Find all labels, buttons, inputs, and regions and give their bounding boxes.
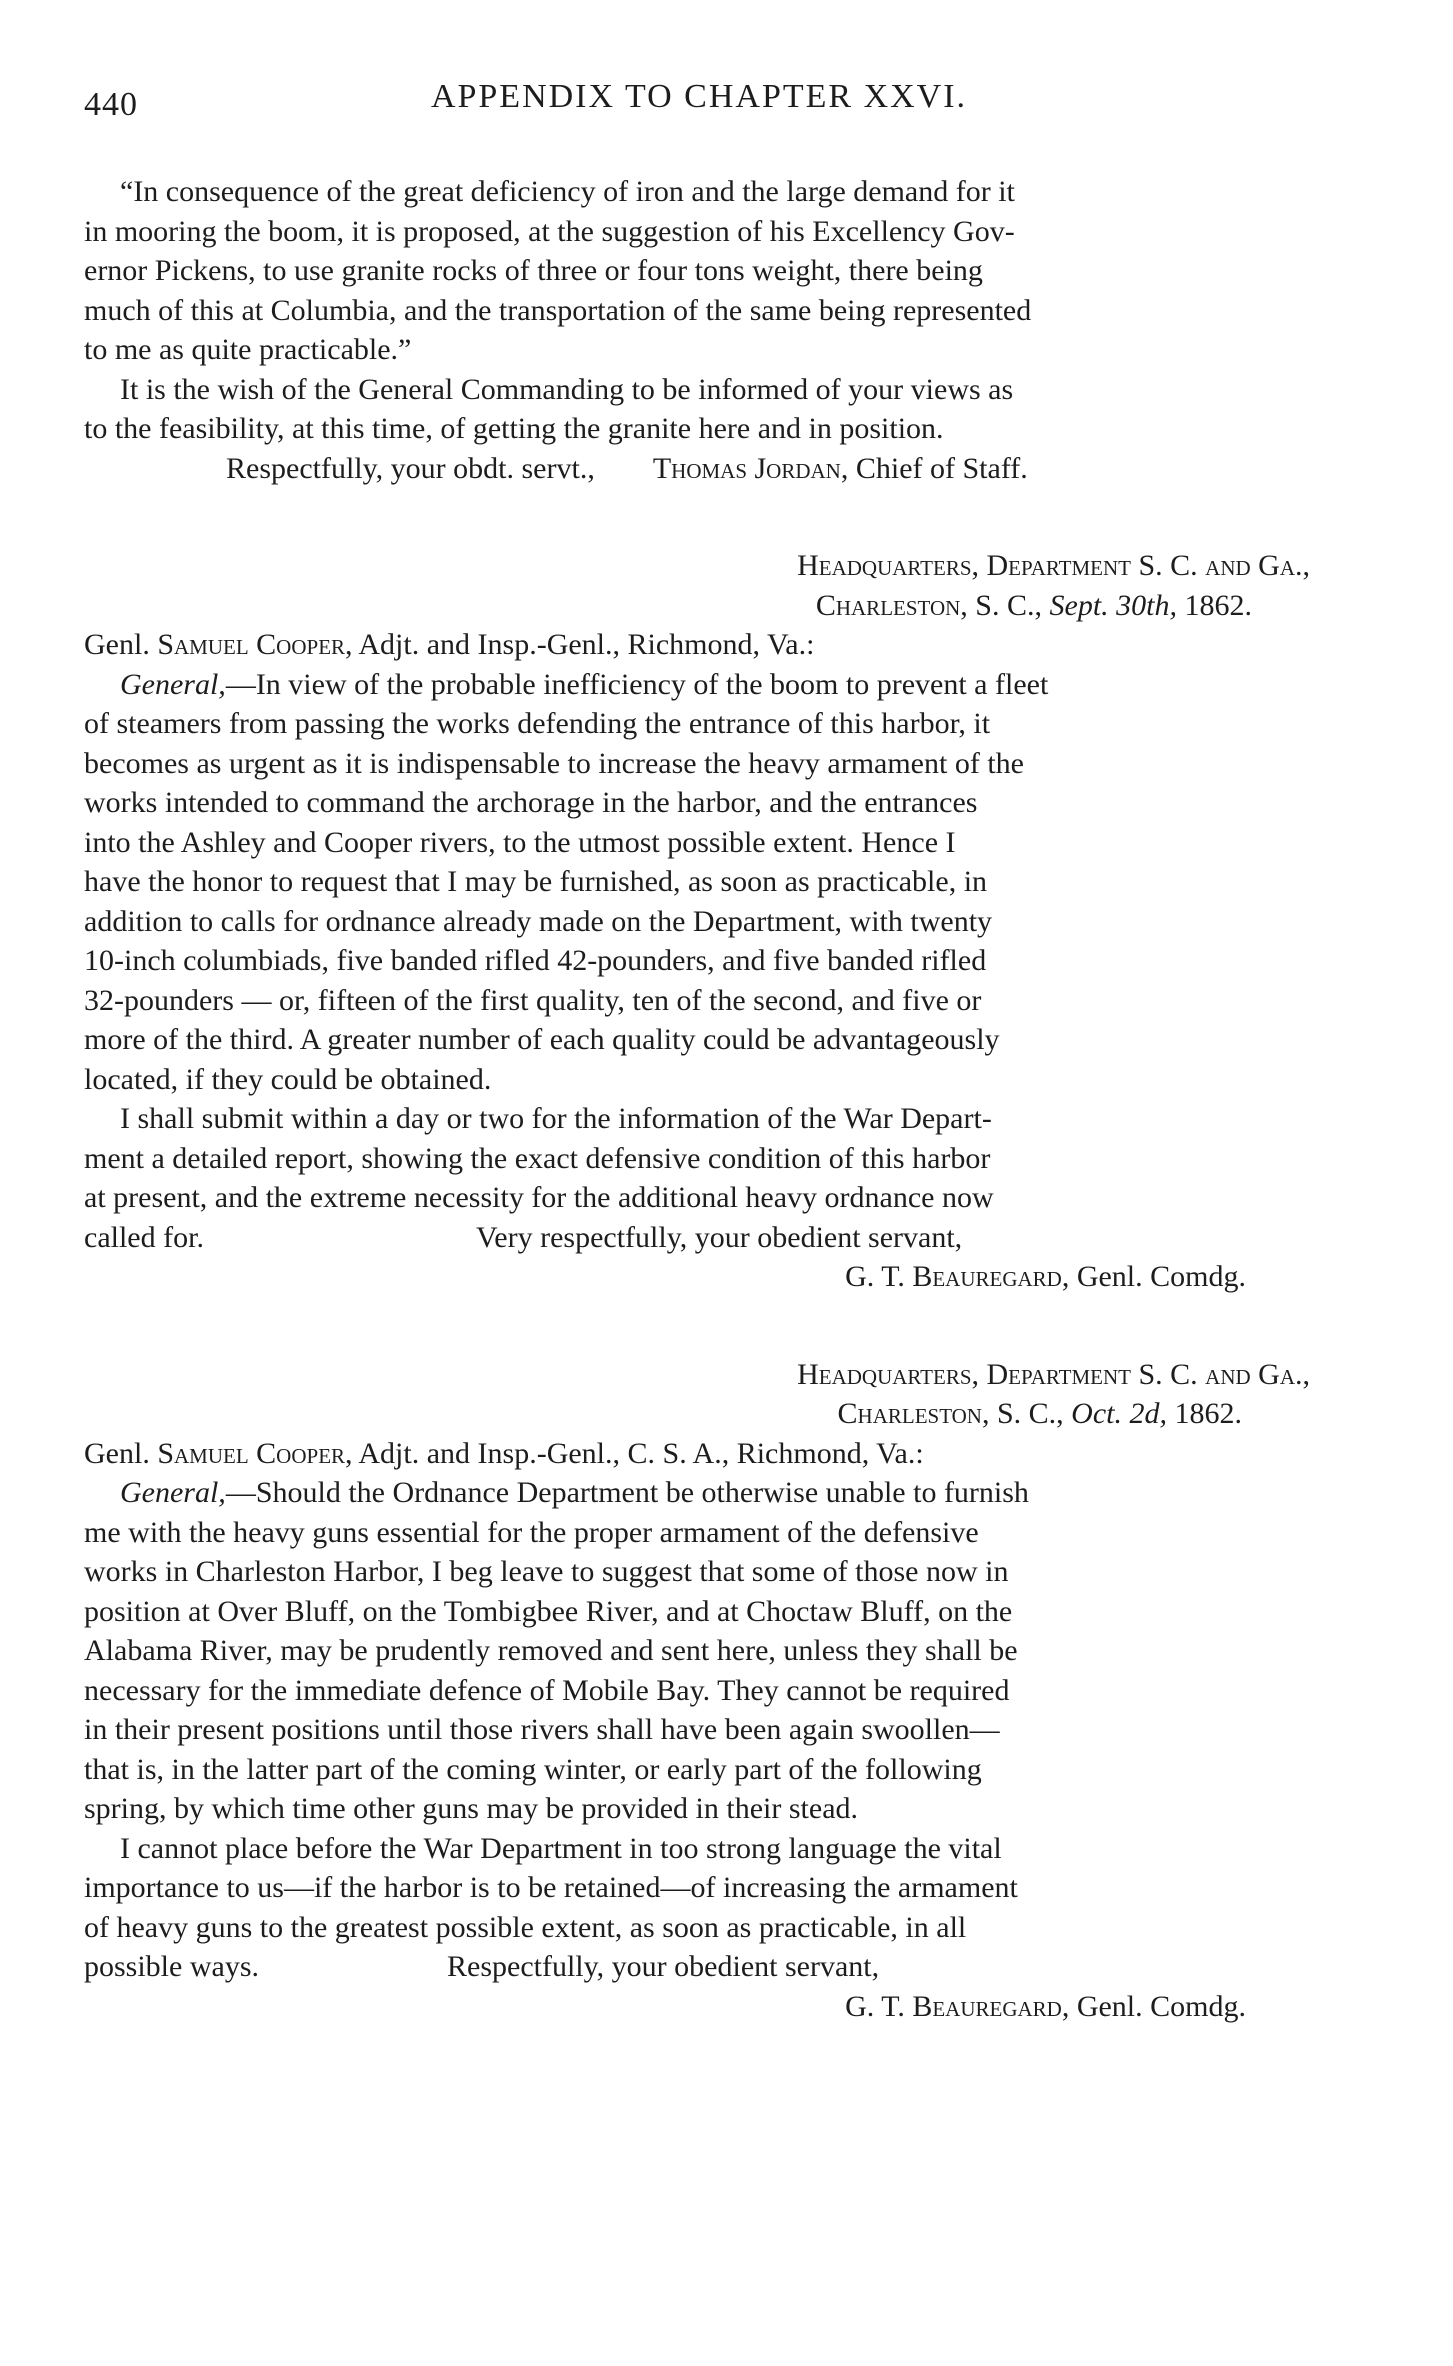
closing: Respectfully, your obdt. servt., xyxy=(226,451,595,485)
dateline-year: 1862. xyxy=(1184,588,1252,622)
dateline-date: Sept. 30th, xyxy=(1049,588,1177,622)
addressee-prefix: Genl. xyxy=(84,1436,150,1470)
salutation-line xyxy=(84,665,1310,705)
signature xyxy=(84,1257,1310,1297)
addressee-rest: Adjt. and Insp.-Genl., C. S. A., Richmond, Va.: xyxy=(358,1436,924,1470)
addressee xyxy=(84,1434,1310,1474)
addressee-name: Samuel Cooper, xyxy=(157,628,353,661)
body-line: have the honor to request that I may be furnished, as soon as practicable, in xyxy=(84,865,988,898)
last-line-text: possible ways. xyxy=(84,1950,259,1983)
dateline-date: Oct. 2d, xyxy=(1071,1397,1167,1430)
body-line: It is the wish of the General Commanding to be informed of your views as xyxy=(120,372,1014,406)
signature xyxy=(84,1987,1310,2027)
letter-separator xyxy=(84,1297,1310,1355)
body-line: —In view of the probable inefficiency of the boom to prevent a fleet xyxy=(225,667,1049,701)
letter-separator xyxy=(84,488,1310,546)
quote-line: in mooring the boom, it is proposed, at the suggestion of his Excellency Gov- xyxy=(84,214,1015,248)
signature-name: Thomas Jordan, xyxy=(652,451,849,485)
signature-title: Genl. Comdg. xyxy=(1076,1989,1246,2023)
headquarters-line: Headquarters, Department S. C. and Ga., xyxy=(797,1357,1310,1391)
signature-title: Genl. Comdg. xyxy=(1076,1260,1246,1293)
body-line: addition to calls for ordnance already made on the Department, with twenty xyxy=(84,904,993,938)
body-line: at present, and the extreme necessity for the additional heavy ordnance now xyxy=(84,1181,994,1214)
addressee-rest: Adjt. and Insp.-Genl., Richmond, Va.: xyxy=(358,628,815,661)
dateline xyxy=(84,1394,1310,1434)
closing-line xyxy=(84,1947,1310,1987)
salutation-line xyxy=(84,1473,1310,1513)
running-title: APPENDIX TO CHAPTER XXVI. xyxy=(430,78,968,115)
body-line: of steamers from passing the works defending the entrance of this harbor, it xyxy=(84,707,991,740)
body-line: importance to us—if the harbor is to be retained—of increasing the armament xyxy=(84,1871,1018,1904)
body-line: 32-pounders — or, fifteen of the first quality, ten of the second, and five or xyxy=(84,983,982,1017)
dateline-year: 1862. xyxy=(1174,1397,1242,1430)
body-line: becomes as urgent as it is indispensable to increase the heavy armament of the xyxy=(84,746,1024,780)
signature-name: G. T. Beauregard, xyxy=(845,1260,1070,1293)
body-line: Alabama River, may be prudently removed and sent here, unless they shall be xyxy=(84,1634,1018,1667)
body-line: spring, by which time other guns may be provided in their stead. xyxy=(84,1792,859,1825)
letter-heading xyxy=(84,1355,1310,1395)
body-line: ment a detailed report, showing the exact defensive condition of this harbor xyxy=(84,1141,991,1175)
signature xyxy=(653,449,1028,489)
closing-signature-line xyxy=(84,449,1310,489)
quote-line: much of this at Columbia, and the transportation of the same being represented xyxy=(84,293,1032,327)
body-line: in their present positions until those rivers shall have been again swoollen— xyxy=(84,1713,1000,1746)
body-line: more of the third. A greater number of each quality could be advantageously xyxy=(84,1023,1000,1056)
body-line: into the Ashley and Cooper rivers, to the utmost possible extent. Hence I xyxy=(84,825,956,859)
addressee-prefix: Genl. xyxy=(84,628,150,661)
body-line: I cannot place before the War Department in too strong language the vital xyxy=(120,1831,1002,1865)
closing: Very respectfully, your obedient servant, xyxy=(475,1220,963,1254)
salutation: General, xyxy=(120,667,226,701)
page-body xyxy=(84,172,1310,2026)
salutation: General, xyxy=(120,1476,226,1509)
body-line: that is, in the latter part of the coming winter, or early part of the following xyxy=(84,1752,982,1786)
body-line: —Should the Ordnance Department be otherwise unable to furnish xyxy=(225,1476,1029,1509)
body-line: of heavy guns to the greatest possible extent, as soon as practicable, in all xyxy=(84,1910,967,1944)
letter-heading xyxy=(84,546,1310,586)
closing-line xyxy=(84,1218,1310,1258)
page-header xyxy=(84,78,1314,128)
quote-line: to me as quite practicable.” xyxy=(84,333,412,366)
last-line-text: called for. xyxy=(84,1220,204,1254)
body-line: I shall submit within a day or two for the information of the War Depart- xyxy=(120,1102,992,1135)
body-line: to the feasibility, at this time, of getting the granite here and in position. xyxy=(84,412,944,445)
body-line: necessary for the immediate defence of Mobile Bay. They cannot be required xyxy=(84,1673,1010,1707)
quote-line: ernor Pickens, to use granite rocks of three or four tons weight, there being xyxy=(84,254,983,287)
signature-title: Chief of Staff. xyxy=(855,451,1028,485)
dateline xyxy=(84,586,1310,626)
addressee xyxy=(84,625,1310,665)
body-line: 10-inch columbiads, five banded rifled 42-pounders, and five banded rifled xyxy=(84,944,987,977)
body-line: position at Over Bluff, on the Tombigbee River, and at Choctaw Bluff, on the xyxy=(84,1594,1013,1628)
body-line: works intended to command the archorage in the harbor, and the entrances xyxy=(84,786,978,819)
closing: Respectfully, your obedient servant, xyxy=(447,1950,880,1983)
dateline-place: Charleston, S. C., xyxy=(837,1397,1064,1430)
body-line: works in Charleston Harbor, I beg leave to suggest that some of those now in xyxy=(84,1555,1009,1588)
headquarters-line: Headquarters, Department S. C. and Ga., xyxy=(797,549,1310,582)
dateline-place: Charleston, S. C., xyxy=(815,588,1042,622)
body-line: me with the heavy guns essential for the proper armament of the defensive xyxy=(84,1515,979,1549)
page-number: 440 xyxy=(84,86,138,123)
quote-line: “In consequence of the great deficiency of iron and the large demand for it xyxy=(120,175,1015,208)
addressee-name: Samuel Cooper, xyxy=(157,1436,353,1470)
signature-name: G. T. Beauregard, xyxy=(845,1989,1070,2023)
body-line: located, if they could be obtained. xyxy=(84,1062,492,1096)
